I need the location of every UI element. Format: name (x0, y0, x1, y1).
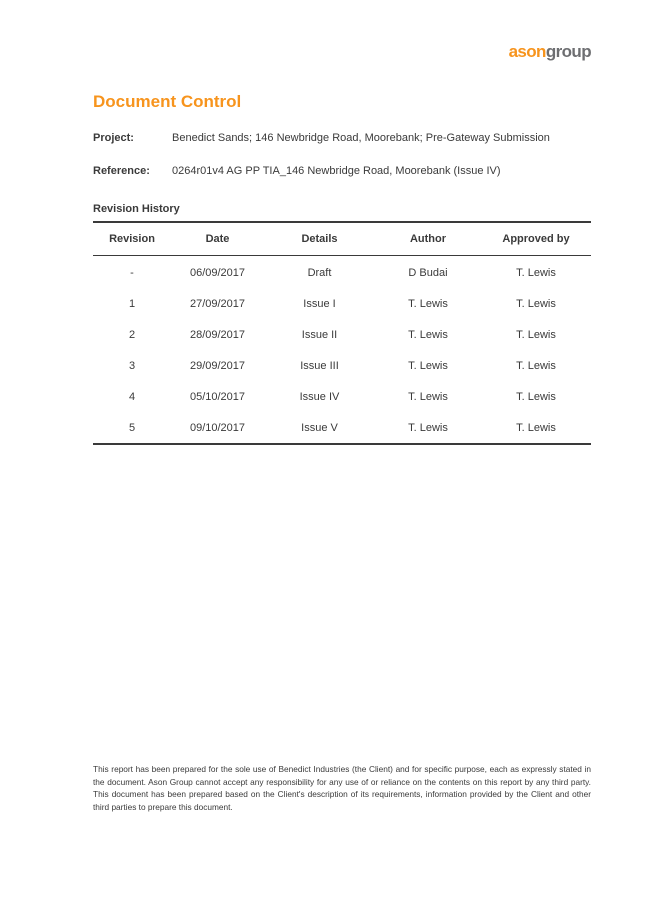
cell-revision: 4 (128, 390, 136, 403)
cell-author: D Budai (408, 266, 448, 279)
cell-author: T. Lewis (408, 390, 448, 403)
table-header-rule (93, 255, 591, 256)
cell-revision: 5 (128, 421, 136, 434)
table-row (93, 288, 591, 319)
cell-date: 09/10/2017 (189, 421, 246, 434)
cell-details: Issue II (301, 328, 338, 341)
table-row (93, 319, 591, 350)
cell-author: T. Lewis (408, 421, 448, 434)
cell-date: 29/09/2017 (189, 359, 246, 372)
table-row (93, 381, 591, 412)
cell-approved-by: T. Lewis (516, 297, 556, 310)
cell-date: 28/09/2017 (189, 328, 246, 341)
revision-history-table (93, 221, 591, 445)
header-revision: Revision (109, 233, 155, 245)
cell-approved-by: T. Lewis (516, 328, 556, 341)
table-row (93, 412, 591, 443)
cell-details: Issue V (301, 421, 338, 434)
logo-part-group: group (545, 42, 591, 61)
cell-date: 06/09/2017 (189, 266, 246, 279)
header-date: Date (205, 233, 230, 245)
reference-label: Reference: (93, 165, 150, 177)
reference-value: 0264r01v4 AG PP TIA_146 Newbridge Road, Moorebank (Issue IV) (172, 165, 501, 177)
logo-part-ason: ason (508, 42, 546, 61)
disclaimer-text: This report has been prepared for the sole use of Benedict Industries (the Client) and for specific purpose, each as expressly stated in the document. Ason Group cannot accept any responsibility for any use of or reliance on the contents on this report by any third party. This document has been prepared based on the Client's description of its requirements, information provided by the Client and other third parties to prepare this document. (93, 764, 591, 812)
cell-approved-by: T. Lewis (516, 421, 556, 434)
cell-approved-by: T. Lewis (516, 266, 556, 279)
cell-approved-by: T. Lewis (516, 390, 556, 403)
table-header-row (93, 223, 591, 255)
cell-revision: 2 (128, 328, 136, 341)
cell-author: T. Lewis (408, 297, 448, 310)
cell-revision: - (130, 266, 134, 279)
cell-date: 05/10/2017 (189, 390, 246, 403)
cell-author: T. Lewis (408, 359, 448, 372)
cell-approved-by: T. Lewis (516, 359, 556, 372)
cell-details: Issue IV (299, 390, 340, 403)
cell-revision: 1 (128, 297, 136, 310)
table-bottom-rule (93, 443, 591, 445)
page-title: Document Control (93, 92, 242, 111)
project-value: Benedict Sands; 146 Newbridge Road, Moorebank; Pre-Gateway Submission (172, 132, 550, 144)
table-row (93, 350, 591, 381)
header-details: Details (301, 233, 338, 245)
header-author: Author (409, 233, 447, 245)
cell-details: Issue I (303, 297, 336, 310)
ason-group-logo (509, 42, 591, 62)
cell-author: T. Lewis (408, 328, 448, 341)
revision-history-title: Revision History (93, 203, 180, 215)
cell-date: 27/09/2017 (189, 297, 246, 310)
cell-revision: 3 (128, 359, 136, 372)
project-label: Project: (93, 132, 134, 144)
cell-details: Draft (307, 266, 332, 279)
header-approved-by: Approved by (502, 233, 570, 245)
table-row (93, 257, 591, 288)
cell-details: Issue III (300, 359, 339, 372)
